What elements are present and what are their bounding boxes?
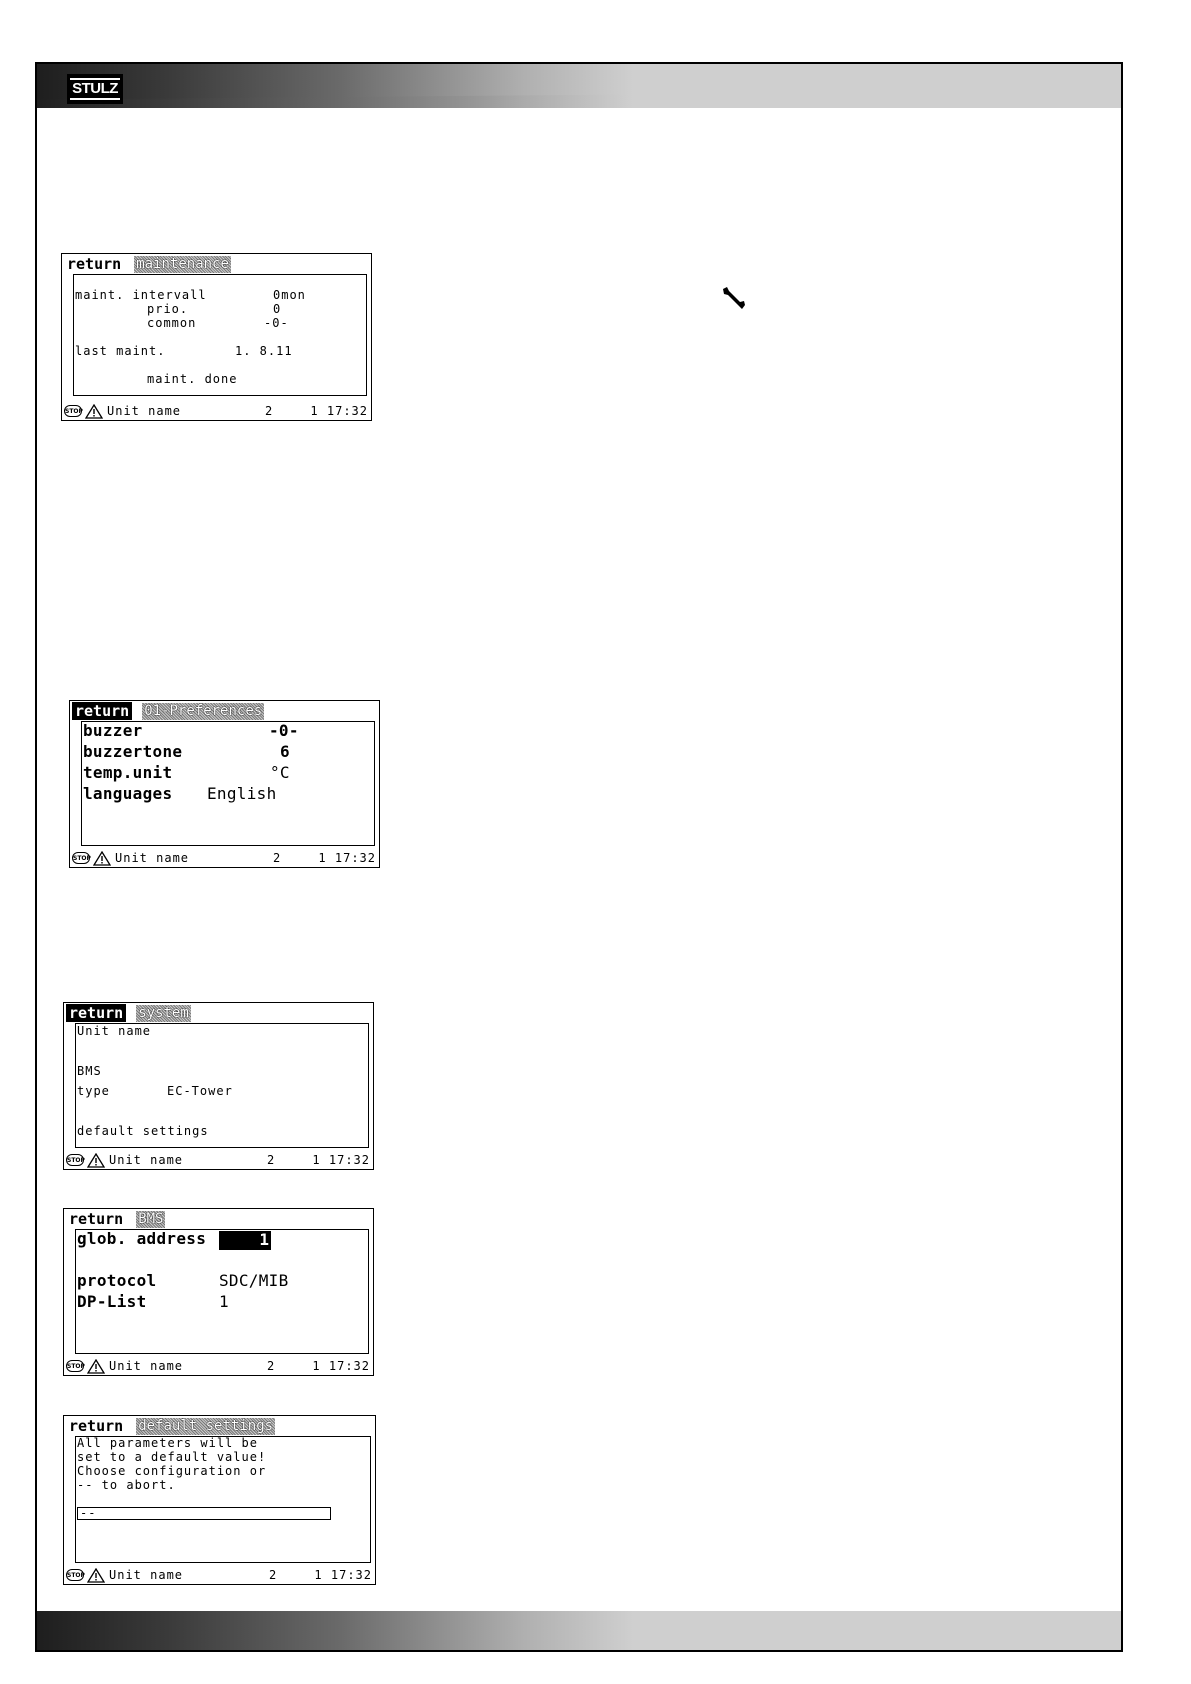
- screen-header: [64, 255, 231, 273]
- type-value[interactable]: EC-Tower: [167, 1084, 233, 1098]
- message-line-1: All parameters will be: [77, 1436, 258, 1450]
- screen-title: 01-Preferences: [144, 702, 263, 719]
- stulz-logo: [67, 74, 123, 104]
- return-button[interactable]: return: [69, 1417, 124, 1435]
- status-date-time: 1 17:32: [318, 851, 376, 865]
- return-button[interactable]: return: [72, 702, 132, 720]
- interval-value[interactable]: 0mon: [273, 288, 306, 302]
- status-unit-name: Unit name: [109, 1568, 184, 1582]
- prio-label: prio.: [147, 302, 189, 316]
- maint-done-button[interactable]: maint. done: [147, 372, 238, 386]
- stop-icon: STOP: [66, 1569, 84, 1581]
- buzzer-value[interactable]: -0-: [269, 721, 299, 740]
- common-value[interactable]: -0-: [264, 316, 289, 330]
- warning-icon: [85, 404, 103, 419]
- screen-header: [72, 702, 264, 720]
- system-screen: [63, 1002, 374, 1170]
- message-line-4: -- to abort.: [77, 1478, 176, 1492]
- warning-icon: [87, 1153, 105, 1168]
- status-unit-number: 2: [265, 404, 274, 418]
- default-settings-item[interactable]: default settings: [77, 1124, 209, 1138]
- buzzer-label: buzzer: [83, 721, 143, 740]
- last-maint-value: 1. 8.11: [235, 344, 293, 358]
- screen-header: [66, 1210, 165, 1228]
- last-maint-label: last maint.: [75, 344, 166, 358]
- status-bar: [66, 1567, 372, 1583]
- return-button[interactable]: return: [66, 1004, 126, 1022]
- screen-header: [66, 1417, 275, 1435]
- type-label: type: [77, 1084, 110, 1098]
- protocol-value[interactable]: SDC/MIB: [219, 1271, 289, 1290]
- status-date-time: 1 17:32: [312, 1359, 370, 1373]
- buzzertone-label: buzzertone: [83, 742, 183, 761]
- status-unit-name: Unit name: [109, 1359, 184, 1373]
- status-unit-number: 2: [273, 851, 282, 865]
- return-button[interactable]: return: [69, 1210, 124, 1228]
- dp-list-value[interactable]: 1: [219, 1292, 229, 1311]
- temp-unit-value[interactable]: °C: [270, 763, 290, 782]
- stop-icon: STOP: [66, 1360, 84, 1372]
- buzzertone-value[interactable]: 6: [280, 742, 290, 761]
- message-line-2: set to a default value!: [77, 1450, 267, 1464]
- status-unit-number: 2: [269, 1568, 278, 1582]
- protocol-label: protocol: [77, 1271, 157, 1290]
- stop-icon: STOP: [64, 405, 82, 417]
- languages-label: languages: [83, 784, 173, 803]
- glob-address-label: glob. address: [77, 1229, 207, 1248]
- message-line-3: Choose configuration or: [77, 1464, 267, 1478]
- status-bar: [64, 403, 368, 419]
- bms-screen: [63, 1208, 374, 1376]
- status-unit-number: 2: [267, 1359, 276, 1373]
- status-bar: [66, 1152, 370, 1168]
- status-unit-name: Unit name: [115, 851, 190, 865]
- maintenance-screen: [61, 253, 372, 421]
- status-date-time: 1 17:32: [310, 404, 368, 418]
- footer-band: [37, 1611, 1121, 1650]
- preferences-screen: [69, 700, 380, 868]
- return-button[interactable]: return: [67, 255, 122, 273]
- logo-text: STULZ: [70, 78, 120, 100]
- status-bar: [72, 850, 376, 866]
- screen-title: maintenance: [136, 255, 229, 272]
- default-settings-screen: [63, 1415, 376, 1585]
- wrench-icon: [720, 285, 746, 311]
- screen-title: system: [138, 1004, 189, 1021]
- header-band: [37, 64, 1121, 108]
- warning-icon: [93, 851, 111, 866]
- status-date-time: 1 17:32: [312, 1153, 370, 1167]
- warning-icon: [87, 1359, 105, 1374]
- status-unit-number: 2: [267, 1153, 276, 1167]
- status-bar: [66, 1358, 370, 1374]
- warning-icon: [87, 1568, 105, 1583]
- glob-address-field[interactable]: 1: [219, 1231, 271, 1250]
- configuration-input[interactable]: --: [77, 1507, 331, 1520]
- screen-header: [66, 1004, 191, 1022]
- status-unit-name: Unit name: [109, 1153, 184, 1167]
- bms-item[interactable]: BMS: [77, 1064, 102, 1078]
- unit-name-item[interactable]: Unit name: [77, 1024, 152, 1038]
- screen-title: BMS: [138, 1210, 164, 1227]
- languages-value[interactable]: English: [207, 784, 277, 803]
- screen-title: default settings: [138, 1417, 274, 1434]
- stop-icon: STOP: [72, 852, 90, 864]
- dp-list-label: DP-List: [77, 1292, 147, 1311]
- status-date-time: 1 17:32: [314, 1568, 372, 1582]
- stop-icon: STOP: [66, 1154, 84, 1166]
- status-unit-name: Unit name: [107, 404, 182, 418]
- interval-label: maint. intervall: [75, 288, 207, 302]
- common-label: common: [147, 316, 197, 330]
- prio-value[interactable]: 0: [273, 302, 282, 316]
- temp-unit-label: temp.unit: [83, 763, 173, 782]
